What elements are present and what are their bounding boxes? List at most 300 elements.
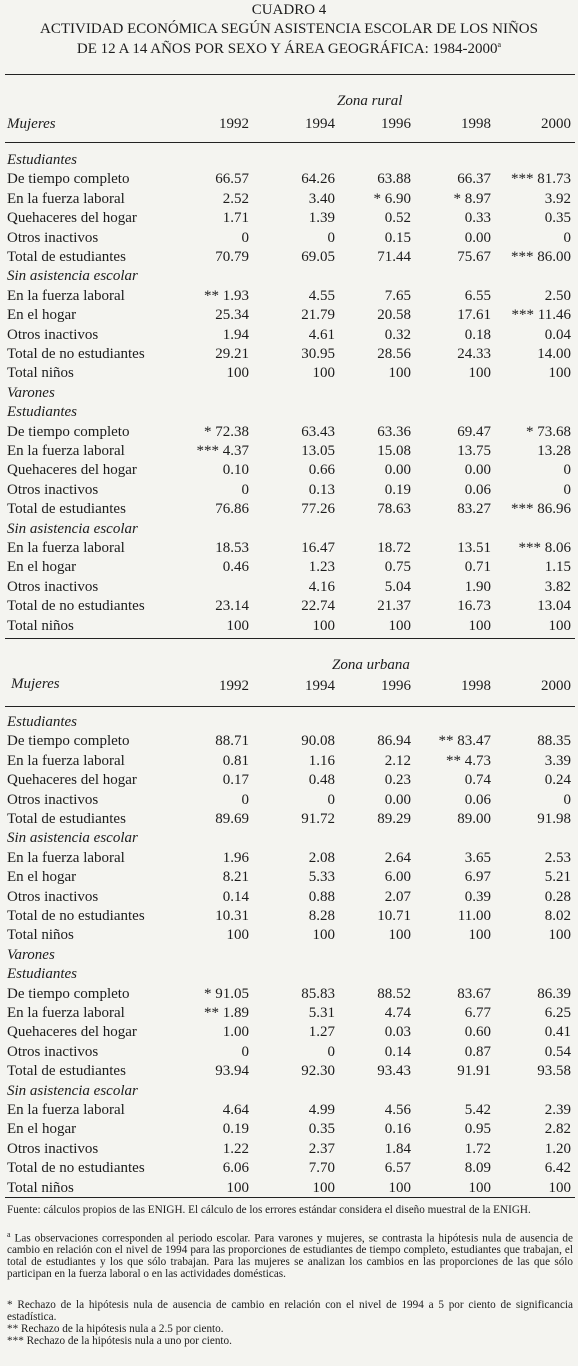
section-label: Estudiantes: [7, 152, 77, 168]
section-label: Sin asistencia escolar: [7, 520, 138, 537]
value-cell: 13.05: [301, 443, 335, 459]
value-cell: ** 1.93: [204, 287, 249, 304]
footnote-source: Fuente: cálculos propios de las ENIGH. El cálculo de los errores estándar considera el diseño muestral de la ENIGH.: [7, 1204, 531, 1216]
table-row: [0, 540, 578, 559]
value-cell: *** 86.96: [511, 501, 571, 518]
table-row: [0, 462, 578, 481]
value-cell: 0.48: [308, 772, 335, 789]
mid-rule: [5, 638, 575, 639]
value-cell: 2.39: [544, 1102, 571, 1118]
value-cell: 0.18: [464, 326, 491, 343]
value-cell: 4.55: [308, 287, 335, 304]
value-cell: 93.58: [537, 1063, 571, 1080]
value-cell: 100: [388, 365, 411, 382]
value-cell: 0: [241, 481, 249, 498]
value-cell: 16.47: [301, 540, 335, 556]
value-cell: 100: [226, 617, 249, 634]
value-cell: 1.90: [464, 578, 491, 595]
value-cell: 1.96: [222, 849, 249, 866]
value-cell: 100: [312, 927, 335, 944]
table-title-line-2: DE 12 A 14 AÑOS POR SEXO Y ÁREA GEOGRÁFICA: 1984-2000$^a$: [76, 40, 502, 57]
table-row: [0, 811, 578, 830]
value-cell: 1.16: [308, 752, 335, 769]
value-cell: 100: [312, 365, 335, 382]
value-cell: 1.15: [544, 559, 571, 576]
value-cell: 1.20: [544, 1140, 571, 1157]
value-cell: 89.00: [457, 811, 491, 827]
row-label: Otros inactivos: [7, 888, 99, 905]
row-label: Total de estudiantes: [7, 1063, 126, 1080]
value-cell: 85.83: [301, 985, 335, 1002]
value-cell: *** 4.37: [196, 443, 249, 459]
value-cell: 3.65: [464, 849, 491, 866]
row-label: Total de no estudiantes: [7, 346, 145, 362]
rural-header-rule: [5, 142, 575, 143]
value-cell: 0.46: [222, 559, 249, 576]
footnote-star3: *** Rechazo de la hipótesis nula a uno por ciento.: [7, 1335, 232, 1347]
row-label: En la fuerza laboral: [7, 1005, 125, 1021]
table-row: [0, 230, 578, 249]
value-cell: * 8.97: [453, 190, 491, 207]
value-cell: 91.72: [301, 811, 335, 827]
value-cell: 0.23: [384, 772, 411, 789]
value-cell: 17.61: [457, 307, 491, 324]
table-number: CUADRO 4: [251, 2, 327, 18]
value-cell: 8.02: [544, 908, 571, 924]
value-cell: 4.64: [222, 1102, 249, 1118]
row-label: Otros inactivos: [7, 791, 99, 808]
value-cell: 2.12: [384, 752, 411, 769]
table-row: [0, 792, 578, 811]
value-cell: 6.06: [222, 1160, 249, 1177]
table-row: [0, 1121, 578, 1140]
value-cell: 69.47: [457, 423, 491, 440]
row-label: Quehaceres del hogar: [7, 210, 137, 227]
row-label: Otros inactivos: [7, 229, 99, 246]
value-cell: 0.28: [544, 888, 571, 905]
value-cell: 63.43: [301, 423, 335, 440]
value-cell: 0: [241, 229, 249, 246]
value-cell: 4.99: [308, 1102, 335, 1118]
table-row: [0, 191, 578, 210]
value-cell: ** 1.89: [204, 1005, 249, 1021]
value-cell: 69.05: [301, 249, 335, 265]
value-cell: 2.08: [308, 849, 335, 866]
value-cell: 0.24: [544, 772, 571, 789]
value-cell: * 6.90: [373, 190, 411, 207]
row-label: En el hogar: [7, 869, 77, 886]
value-cell: 0: [327, 229, 335, 246]
row-label: De tiempo completo: [7, 985, 130, 1002]
value-cell: 4.61: [308, 326, 335, 343]
row-label: Total de no estudiantes: [7, 598, 145, 615]
row-label: Quehaceres del hogar: [7, 1024, 137, 1041]
value-cell: 3.82: [544, 578, 571, 595]
value-cell: 11.00: [457, 908, 491, 924]
value-cell: 13.51: [457, 540, 491, 556]
section-row: [0, 385, 578, 404]
table-row: [0, 1005, 578, 1024]
value-cell: 0.10: [222, 462, 249, 479]
year-header-4: 2000: [541, 116, 571, 132]
section-row: [0, 1083, 578, 1102]
value-cell: 0.33: [464, 210, 491, 227]
value-cell: 0.35: [308, 1121, 335, 1138]
value-cell: 64.26: [301, 171, 335, 188]
value-cell: 5.42: [464, 1102, 491, 1118]
value-cell: 16.73: [457, 598, 491, 615]
value-cell: 89.69: [215, 811, 249, 827]
row-label: En la fuerza laboral: [7, 190, 125, 207]
value-cell: *** 8.06: [518, 540, 571, 556]
value-cell: 1.23: [308, 559, 335, 576]
value-cell: 30.95: [301, 346, 335, 362]
section-label: Varones: [7, 384, 55, 401]
value-cell: 7.65: [384, 287, 411, 304]
value-cell: 0.13: [308, 481, 335, 498]
table-row: [0, 1024, 578, 1043]
value-cell: 0.52: [384, 210, 411, 227]
value-cell: 0.75: [384, 559, 411, 576]
value-cell: 5.33: [308, 869, 335, 886]
row-label: En la fuerza laboral: [7, 287, 125, 304]
row-label: Total niños: [7, 617, 74, 634]
value-cell: 4.56: [384, 1102, 411, 1118]
value-cell: 0.35: [544, 210, 571, 227]
value-cell: 6.77: [464, 1005, 491, 1021]
value-cell: 0.03: [384, 1024, 411, 1041]
value-cell: 0.06: [464, 481, 491, 498]
row-label: Total niños: [7, 365, 74, 382]
value-cell: * 73.68: [526, 423, 571, 440]
value-cell: 0.41: [544, 1024, 571, 1041]
section-row: [0, 268, 578, 287]
row-label: Total de estudiantes: [7, 501, 126, 518]
value-cell: 0.00: [464, 462, 491, 479]
table-row: [0, 171, 578, 190]
value-cell: 18.53: [215, 540, 249, 556]
value-cell: 0: [327, 1043, 335, 1060]
value-cell: 75.67: [457, 249, 491, 265]
section-row: [0, 152, 578, 171]
row-label: Otros inactivos: [7, 481, 99, 498]
value-cell: 0.16: [384, 1121, 411, 1138]
year-header-2: 1996: [381, 116, 411, 132]
value-cell: *** 86.00: [511, 249, 571, 265]
value-cell: 0.00: [384, 462, 411, 479]
value-cell: 100: [388, 617, 411, 634]
value-cell: 100: [312, 1179, 335, 1196]
value-cell: 22.74: [301, 598, 335, 615]
value-cell: 0: [241, 1043, 249, 1060]
value-cell: 100: [468, 927, 491, 944]
row-label: En la fuerza laboral: [7, 1102, 125, 1118]
value-cell: 6.57: [384, 1160, 411, 1177]
value-cell: 7.70: [308, 1160, 335, 1177]
value-cell: 5.31: [308, 1005, 335, 1021]
table-row: [0, 733, 578, 752]
section-label: Varones: [7, 946, 55, 963]
section-row: [0, 966, 578, 985]
row-label: Total de estudiantes: [7, 249, 126, 265]
value-cell: 100: [548, 617, 571, 634]
value-cell: 13.04: [537, 598, 571, 615]
value-cell: 89.29: [377, 811, 411, 827]
value-cell: 6.55: [464, 287, 491, 304]
value-cell: 6.97: [464, 869, 491, 886]
table-row: [0, 443, 578, 462]
value-cell: 0: [563, 791, 571, 808]
row-label: Otros inactivos: [7, 326, 99, 343]
row-label: Total de no estudiantes: [7, 908, 145, 924]
section-row: [0, 521, 578, 540]
value-cell: 0.54: [544, 1043, 571, 1060]
value-cell: 25.34: [215, 307, 249, 324]
value-cell: 5.04: [384, 578, 411, 595]
value-cell: 1.71: [222, 210, 249, 227]
row-label: De tiempo completo: [7, 423, 130, 440]
value-cell: 0.71: [464, 559, 491, 576]
row-label: Total de no estudiantes: [7, 1160, 145, 1177]
value-cell: 0.15: [384, 229, 411, 246]
value-cell: 91.98: [537, 811, 571, 827]
value-cell: *** 81.73: [511, 171, 571, 188]
value-cell: 100: [468, 365, 491, 382]
value-cell: 0.14: [384, 1043, 411, 1060]
value-cell: 6.00: [384, 869, 411, 886]
row-label: De tiempo completo: [7, 171, 130, 188]
row-label: Total de estudiantes: [7, 811, 126, 827]
section-row: [0, 830, 578, 849]
table-row: [0, 559, 578, 578]
value-cell: 5.21: [544, 869, 571, 886]
section-label: Sin asistencia escolar: [7, 830, 138, 847]
value-cell: 1.27: [308, 1024, 335, 1041]
value-cell: 15.08: [377, 443, 411, 459]
value-cell: 0: [563, 229, 571, 246]
value-cell: 0.39: [464, 888, 491, 905]
value-cell: 8.28: [308, 908, 335, 924]
value-cell: 20.58: [377, 307, 411, 324]
footnote-a: $^a$ Las observaciones corresponden al periodo escolar. Para varones y mujeres, se contrasta la hipótesis nula de ausencia de cambio en relación con el nivel de 1994 para las proporciones de estudiantes de tiempo completo, estudiantes que trabajan, el total de estudiantes y los que sólo trabajan. Para las mujeres se analizan los cambios en las proporciones de las que sólo participan en la fuerza laboral o en las actividades domésticas.: [7, 1230, 573, 1280]
year-header-3: 1998: [461, 116, 491, 132]
value-cell: 0.74: [464, 772, 491, 789]
value-cell: 86.94: [377, 733, 411, 750]
value-cell: 2.07: [384, 888, 411, 905]
value-cell: 100: [388, 927, 411, 944]
table-title-line-1: ACTIVIDAD ECONÓMICA SEGÚN ASISTENCIA ESCOLAR DE LOS NIÑOS: [40, 21, 538, 37]
table-row: [0, 598, 578, 617]
value-cell: 1.84: [384, 1140, 411, 1157]
value-cell: 86.39: [537, 985, 571, 1002]
value-cell: *** 11.46: [511, 307, 571, 324]
table-row: [0, 288, 578, 307]
value-cell: 29.21: [215, 346, 249, 362]
row-label: Otros inactivos: [7, 1043, 99, 1060]
table-row: [0, 482, 578, 501]
value-cell: 0.66: [308, 462, 335, 479]
value-cell: 100: [468, 617, 491, 634]
table-row: [0, 1160, 578, 1179]
value-cell: 78.63: [377, 501, 411, 518]
zone-urban-label: Zona urbana: [332, 657, 410, 673]
value-cell: 10.31: [215, 908, 249, 924]
value-cell: 1.72: [464, 1140, 491, 1157]
value-cell: 4.74: [384, 1005, 411, 1021]
row-label: De tiempo completo: [7, 733, 130, 750]
value-cell: 0.81: [222, 752, 249, 769]
value-cell: 100: [548, 1179, 571, 1196]
value-cell: 93.43: [377, 1063, 411, 1080]
row-label: Quehaceres del hogar: [7, 772, 137, 789]
value-cell: 2.53: [544, 849, 571, 866]
value-cell: 0.00: [464, 229, 491, 246]
value-cell: 88.52: [377, 985, 411, 1002]
table-row: [0, 424, 578, 443]
value-cell: 0.60: [464, 1024, 491, 1041]
footnote-mark-a: a: [497, 40, 502, 49]
value-cell: 10.71: [377, 908, 411, 924]
value-cell: 0.88: [308, 888, 335, 905]
value-cell: 88.35: [537, 733, 571, 750]
bottom-rule: [5, 1197, 575, 1198]
urban-group-label: Mujeres: [11, 676, 60, 692]
value-cell: 92.30: [301, 1063, 335, 1080]
row-label: En el hogar: [7, 559, 77, 576]
value-cell: 100: [548, 927, 571, 944]
section-label: Estudiantes: [7, 966, 77, 983]
table-row: [0, 346, 578, 365]
value-cell: 0.19: [384, 481, 411, 498]
value-cell: 66.57: [215, 171, 249, 188]
value-cell: 0.00: [384, 791, 411, 808]
footnote-star2: ** Rechazo de la hipótesis nula a 2.5 por ciento.: [7, 1323, 224, 1335]
value-cell: 23.14: [215, 598, 249, 615]
table-row: [0, 1044, 578, 1063]
urban-header-rule: [5, 706, 575, 707]
value-cell: 6.42: [544, 1160, 571, 1177]
table-row: [0, 1102, 578, 1121]
value-cell: 100: [226, 365, 249, 382]
value-cell: 76.86: [215, 501, 249, 518]
value-cell: 100: [226, 1179, 249, 1196]
zone-rural-label: Zona rural: [337, 93, 403, 109]
year-header-3: 1998: [461, 678, 491, 694]
value-cell: 13.28: [537, 443, 571, 459]
value-cell: 28.56: [377, 346, 411, 362]
row-label: En la fuerza laboral: [7, 752, 125, 769]
value-cell: 2.52: [222, 190, 249, 207]
value-cell: 63.36: [377, 423, 411, 440]
row-label: En el hogar: [7, 1121, 77, 1138]
value-cell: 100: [388, 1179, 411, 1196]
value-cell: 0: [563, 462, 571, 479]
value-cell: 1.39: [308, 210, 335, 227]
table-row: [0, 579, 578, 598]
row-label: En el hogar: [7, 307, 77, 324]
table-row: [0, 889, 578, 908]
value-cell: 83.27: [457, 501, 491, 518]
table-row: [0, 753, 578, 772]
row-label: Quehaceres del hogar: [7, 462, 137, 479]
row-label: En la fuerza laboral: [7, 849, 125, 866]
top-rule: [5, 74, 575, 75]
value-cell: 77.26: [301, 501, 335, 518]
value-cell: 0.95: [464, 1121, 491, 1138]
section-row: [0, 947, 578, 966]
table-row: [0, 365, 578, 384]
value-cell: 0.14: [222, 888, 249, 905]
rural-group-label: Mujeres: [7, 116, 56, 132]
row-label: Total niños: [7, 927, 74, 944]
value-cell: 0.06: [464, 791, 491, 808]
value-cell: 0: [563, 481, 571, 498]
row-label: Otros inactivos: [7, 1140, 99, 1157]
value-cell: ** 4.73: [446, 752, 491, 769]
section-label: Estudiantes: [7, 404, 77, 421]
value-cell: 0.04: [544, 326, 571, 343]
value-cell: 100: [312, 617, 335, 634]
value-cell: 0.17: [222, 772, 249, 789]
value-cell: 6.25: [544, 1005, 571, 1021]
table-row: [0, 1180, 578, 1199]
footnote-star1: * Rechazo de la hipótesis nula de ausencia de cambio en relación con el nivel de 1994 a 5 por ciento de significancia estadística.: [7, 1299, 573, 1323]
value-cell: 0.32: [384, 326, 411, 343]
table-row: [0, 1141, 578, 1160]
year-header-1: 1994: [305, 678, 335, 694]
value-cell: 100: [226, 927, 249, 944]
value-cell: 8.09: [464, 1160, 491, 1177]
value-cell: 70.79: [215, 249, 249, 265]
value-cell: 3.39: [544, 752, 571, 769]
value-cell: 3.40: [308, 190, 335, 207]
section-row: [0, 404, 578, 423]
value-cell: 2.50: [544, 287, 571, 304]
table-row: [0, 249, 578, 268]
year-header-2: 1996: [381, 678, 411, 694]
row-label: Total niños: [7, 1179, 74, 1196]
value-cell: * 91.05: [204, 985, 249, 1002]
table-row: [0, 210, 578, 229]
section-label: Sin asistencia escolar: [7, 268, 138, 285]
value-cell: 66.37: [457, 171, 491, 188]
value-cell: 3.92: [544, 190, 571, 207]
table-row: [0, 869, 578, 888]
table-row: [0, 327, 578, 346]
value-cell: 88.71: [215, 733, 249, 750]
value-cell: 21.79: [301, 307, 335, 324]
value-cell: 1.94: [222, 326, 249, 343]
section-label: Sin asistencia escolar: [7, 1082, 138, 1099]
value-cell: 93.94: [215, 1063, 249, 1080]
value-cell: 100: [468, 1179, 491, 1196]
table-row: [0, 772, 578, 791]
value-cell: * 72.38: [204, 423, 249, 440]
row-label: Otros inactivos: [7, 578, 99, 595]
value-cell: 1.22: [222, 1140, 249, 1157]
year-header-4: 2000: [541, 678, 571, 694]
value-cell: 18.72: [377, 540, 411, 556]
table-row: [0, 927, 578, 946]
value-cell: 8.21: [222, 869, 249, 886]
value-cell: 91.91: [457, 1063, 491, 1080]
value-cell: 13.75: [457, 443, 491, 459]
value-cell: 90.08: [301, 733, 335, 750]
value-cell: 100: [548, 365, 571, 382]
year-header-0: 1992: [219, 678, 249, 694]
table-row: [0, 501, 578, 520]
value-cell: 2.37: [308, 1140, 335, 1157]
